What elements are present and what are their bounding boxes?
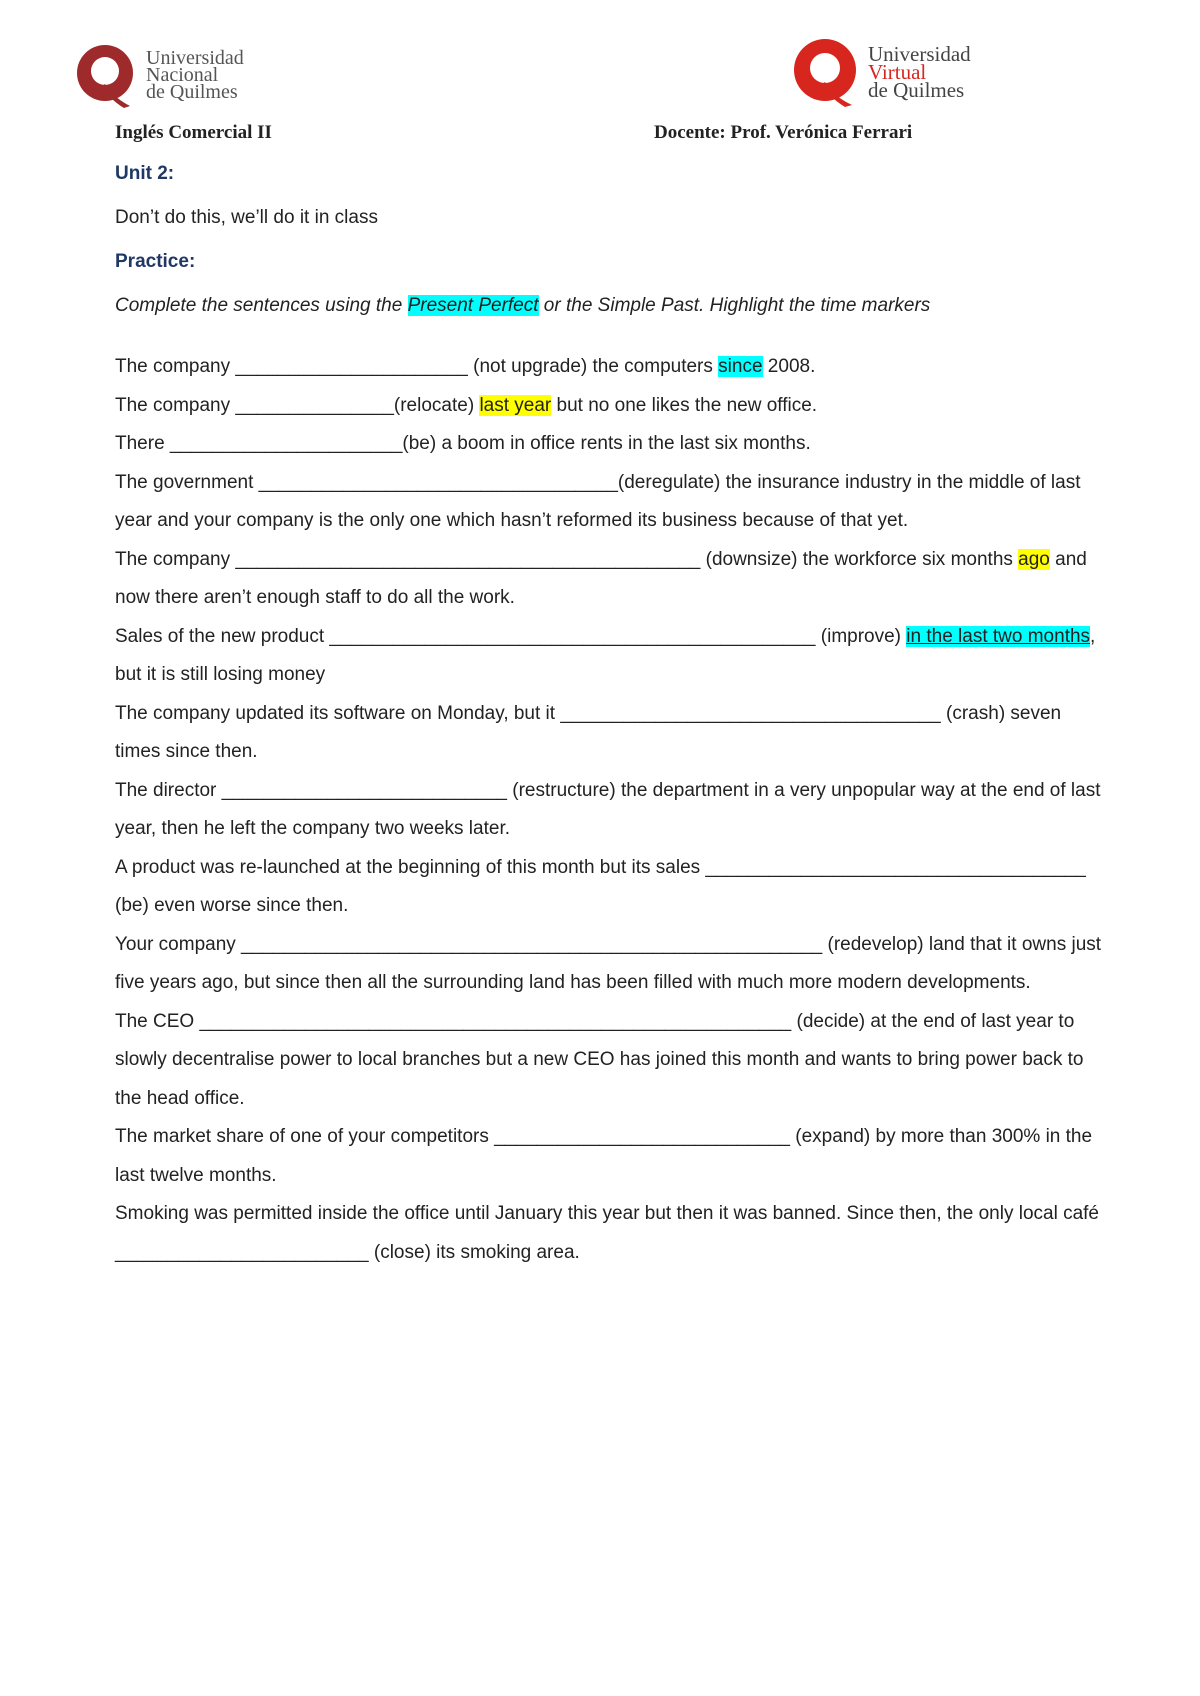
exercise-sentence <box>115 1003 1105 1119</box>
exercise-sentence <box>115 348 1105 387</box>
logo-line: de Quilmes <box>146 80 238 103</box>
exercise-sentence <box>115 541 1105 618</box>
exercise-sentence <box>115 926 1105 1003</box>
exercise-sentence <box>115 464 1105 541</box>
sentence-text: and now there aren’t enough staff to do all the work. <box>115 548 1087 608</box>
sentence-text: but no one likes the new office. <box>551 394 818 416</box>
sentence-text: The market share of one of your competitors ____________________________ (expand) by more than 300% in the last twelve months. <box>115 1126 1093 1186</box>
sentence-text: The director ___________________________ (restructure) the department in a very unpopular way at the end of last year, then he left the company two weeks later. <box>115 779 1101 839</box>
time-marker-highlight: last year <box>479 394 552 416</box>
logo-line: Universidad <box>868 42 971 66</box>
exercise-sentence <box>115 1195 1105 1272</box>
time-marker-highlight: ago <box>1018 548 1050 570</box>
exercise-sentence <box>115 695 1105 772</box>
logo-line: Universidad <box>146 46 244 69</box>
sentence-text: Sales of the new product ______________________________________________ (improve) <box>115 625 907 647</box>
unq-emblem-icon <box>74 40 140 110</box>
exercise-sentence <box>115 425 1105 464</box>
sentence-text: The company _______________(relocate) <box>115 394 480 416</box>
sentence-text: 2008. <box>762 356 816 377</box>
sentence-text: A product was re-launched at the beginning of this month but its sales ____________________________________ (be) even worse since then. <box>115 856 1086 916</box>
unq-logo-text <box>146 46 244 103</box>
exercise-sentence <box>115 849 1105 926</box>
sentence-text: Your company _______________________________________________________ (redevelop) land that it owns just five years ago, but since then all the surrounding land has been filled with much more modern developments. <box>115 933 1102 993</box>
instruction-text: or the Simple Past. Highlight the time markers <box>538 295 931 316</box>
sentence-text: Smoking was permitted inside the office until January this year but then it was banned. Since then, the only local café ________________________ (close) its smoking area. <box>115 1203 1099 1263</box>
uvq-emblem-icon <box>792 36 862 108</box>
uvq-logo-text <box>868 42 971 102</box>
logo-line: Virtual <box>868 60 927 84</box>
practice-title: Practice: <box>115 251 196 272</box>
unit-title: Unit 2: <box>115 163 175 184</box>
exercise-sentence <box>115 772 1105 849</box>
exercise-sentence <box>115 1118 1105 1195</box>
uvq-logo <box>792 36 971 108</box>
exercise-sentence <box>115 618 1105 695</box>
unq-logo <box>74 40 244 110</box>
sentence-text: The government __________________________________(deregulate) the insurance industry in the middle of last year and your company is the only one which hasn’t reformed its business because of that yet. <box>115 471 1081 531</box>
teacher-name: Docente: Prof. Verónica Ferrari <box>654 122 913 143</box>
logo-line: Nacional <box>146 63 219 86</box>
time-marker-highlight: since <box>718 356 763 377</box>
instruction-text: Complete the sentences using the <box>115 295 408 316</box>
exercise-list <box>115 348 1105 1272</box>
sentence-text: There ______________________(be) a boom in office rents in the last six months. <box>115 433 811 454</box>
course-title: Inglés Comercial II <box>115 122 272 143</box>
exercise-sentence <box>115 387 1105 426</box>
sentence-text: The company updated its software on Monday, but it ____________________________________ (crash) seven times since then. <box>115 702 1062 762</box>
class-note: Don’t do this, we’ll do it in class <box>115 207 378 228</box>
document-body <box>115 160 1105 1272</box>
sentence-text: , but it is still losing money <box>115 625 1096 685</box>
instruction <box>115 292 1105 348</box>
sentence-text: The company ______________________ (not upgrade) the computers <box>115 356 719 377</box>
logo-line: de Quilmes <box>868 78 965 102</box>
time-marker-highlight: in the last two months <box>906 625 1091 647</box>
sentence-text: The company ____________________________________________ (downsize) the workforce six months <box>115 548 1019 570</box>
sentence-text: The CEO ________________________________________________________ (decide) at the end of last year to slowly decentralise power to local branches but a new CEO has joined this month and wants to bring power back to the head office. <box>115 1010 1084 1109</box>
instruction-highlight: Present Perfect <box>407 295 539 316</box>
